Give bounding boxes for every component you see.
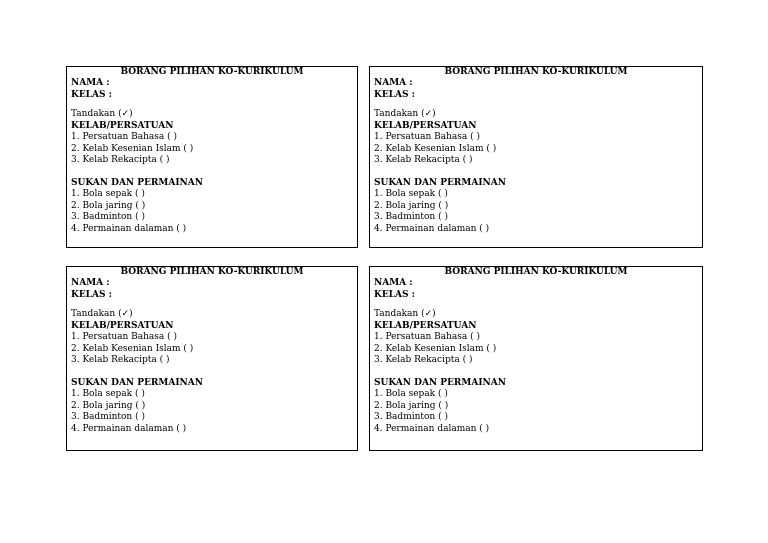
option-kelab-rekacipta: 3. Kelab Rekacipta ( ) — [71, 155, 170, 165]
nama-label: NAMA : — [374, 278, 413, 288]
option-bola-sepak: 1. Bola sepak ( ) — [71, 389, 145, 399]
section-heading-sukan: SUKAN DAN PERMAINAN — [71, 177, 203, 188]
instruction-text: Tandakan (✓) — [374, 309, 436, 319]
option-permainan-dalaman: 4. Permainan dalaman ( ) — [71, 223, 187, 234]
option-kelab-kesenian-islam: 2. Kelab Kesenian Islam ( ) — [374, 143, 497, 154]
option-kelab-rekacipta: 3. Kelab Rekacipta ( ) — [374, 155, 473, 165]
option-persatuan-bahasa: 1. Persatuan Bahasa ( ) — [374, 332, 481, 342]
option-permainan-dalaman: 4. Permainan dalaman ( ) — [374, 423, 490, 434]
section-heading-kelab: KELAB/PERSATUAN — [374, 320, 477, 331]
kelas-label: KELAS : — [374, 289, 415, 300]
option-bola-sepak: 1. Bola sepak ( ) — [71, 189, 145, 199]
kelas-label: KELAS : — [71, 289, 112, 300]
form-title: BORANG PILIHAN KO-KURIKULUM — [120, 67, 304, 77]
option-badminton: 3. Badminton ( ) — [71, 412, 145, 422]
option-persatuan-bahasa: 1. Persatuan Bahasa ( ) — [374, 132, 481, 142]
option-kelab-kesenian-islam: 2. Kelab Kesenian Islam ( ) — [374, 343, 497, 354]
kelas-label: KELAS : — [71, 89, 112, 100]
section-heading-kelab: KELAB/PERSATUAN — [71, 320, 174, 331]
kelas-label: KELAS : — [374, 89, 415, 100]
option-bola-jaring: 2. Bola jaring ( ) — [71, 400, 146, 411]
form-card — [369, 66, 703, 248]
form-card — [369, 266, 703, 451]
option-kelab-kesenian-islam: 2. Kelab Kesenian Islam ( ) — [71, 143, 194, 154]
section-heading-sukan: SUKAN DAN PERMAINAN — [374, 177, 506, 188]
section-heading-sukan: SUKAN DAN PERMAINAN — [374, 377, 506, 388]
instruction-text: Tandakan (✓) — [374, 109, 436, 119]
option-badminton: 3. Badminton ( ) — [374, 412, 448, 422]
option-bola-jaring: 2. Bola jaring ( ) — [374, 400, 449, 411]
instruction-text: Tandakan (✓) — [71, 309, 133, 319]
section-heading-kelab: KELAB/PERSATUAN — [374, 120, 477, 131]
option-bola-sepak: 1. Bola sepak ( ) — [374, 389, 448, 399]
option-bola-sepak: 1. Bola sepak ( ) — [374, 189, 448, 199]
instruction-text: Tandakan (✓) — [71, 109, 133, 119]
option-permainan-dalaman: 4. Permainan dalaman ( ) — [374, 223, 490, 234]
option-persatuan-bahasa: 1. Persatuan Bahasa ( ) — [71, 132, 178, 142]
form-card — [66, 66, 358, 248]
option-kelab-rekacipta: 3. Kelab Rekacipta ( ) — [374, 355, 473, 365]
nama-label: NAMA : — [374, 78, 413, 88]
nama-label: NAMA : — [71, 278, 110, 288]
option-badminton: 3. Badminton ( ) — [374, 212, 448, 222]
form-title: BORANG PILIHAN KO-KURIKULUM — [444, 267, 628, 277]
section-heading-sukan: SUKAN DAN PERMAINAN — [71, 377, 203, 388]
section-heading-kelab: KELAB/PERSATUAN — [71, 120, 174, 131]
option-kelab-rekacipta: 3. Kelab Rekacipta ( ) — [71, 355, 170, 365]
option-kelab-kesenian-islam: 2. Kelab Kesenian Islam ( ) — [71, 343, 194, 354]
option-bola-jaring: 2. Bola jaring ( ) — [71, 200, 146, 211]
form-card — [66, 266, 358, 451]
form-title: BORANG PILIHAN KO-KURIKULUM — [120, 267, 304, 277]
option-badminton: 3. Badminton ( ) — [71, 212, 145, 222]
nama-label: NAMA : — [71, 78, 110, 88]
option-permainan-dalaman: 4. Permainan dalaman ( ) — [71, 423, 187, 434]
form-title: BORANG PILIHAN KO-KURIKULUM — [444, 67, 628, 77]
option-persatuan-bahasa: 1. Persatuan Bahasa ( ) — [71, 332, 178, 342]
option-bola-jaring: 2. Bola jaring ( ) — [374, 200, 449, 211]
